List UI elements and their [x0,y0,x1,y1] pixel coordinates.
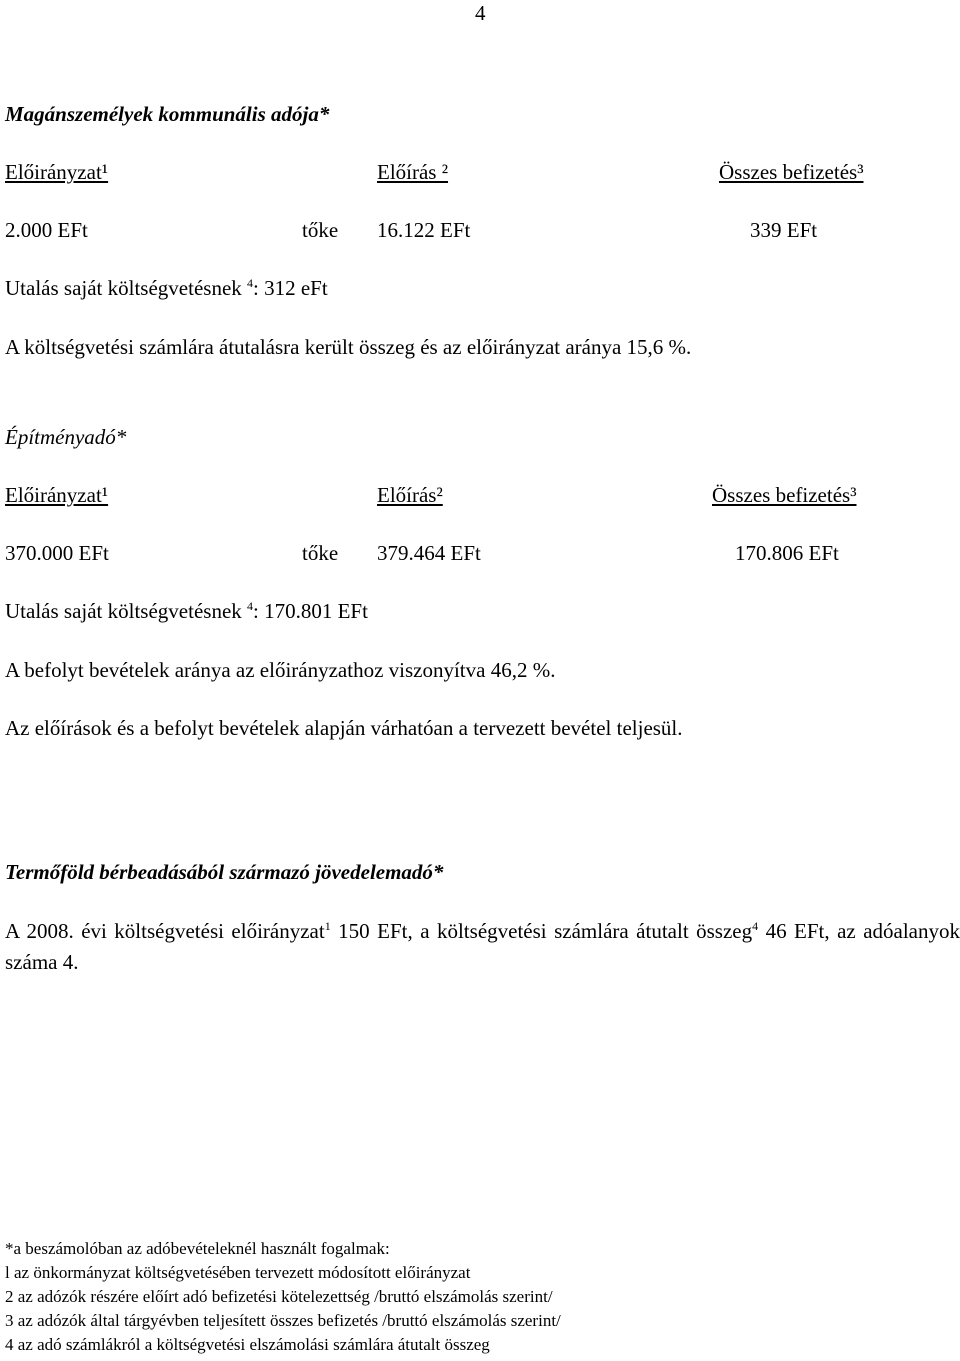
section1-transfer-footnote-ref: 4 [247,276,254,290]
section3-footnote-ref-1: 1 [324,919,331,933]
section2-col1-header: Előirányzat¹ [5,483,109,507]
section3-text-part2: 150 EFt, a költségvetési számlára átutalt összeg [330,919,753,943]
section2-transfer-amount: : 170.801 EFt [253,599,368,623]
section1-transfer-line [5,278,328,299]
section1-col1-header: Előirányzat¹ [5,160,109,184]
section2-col2-header: Előírás² [377,483,443,507]
section2-value-2: 379.464 EFt [377,541,481,565]
page-number: 4 [475,1,486,25]
section3-title: Termőföld bérbeadásából származó jövedelemadó* [5,860,444,884]
section2-transfer-prefix: Utalás saját költségvetésnek [5,599,242,623]
section2-col3-header: Összes befizetés³ [712,483,857,507]
section2-value-3: 170.806 EFt [735,541,839,565]
section2-title: Építményadó* [5,425,127,449]
section3-text-part1: A 2008. évi költségvetési előirányzat [5,919,325,943]
section1-value-3: 339 EFt [750,218,818,242]
section1-toke-label: tőke [302,218,339,242]
section1-transfer-amount: : 312 eFt [253,276,328,300]
section2-outlook-text: Az előírások és a befolyt bevételek alapján várhatóan a tervezett bevétel teljesül. [5,716,683,740]
section1-transfer-prefix: Utalás saját költségvetésnek [5,276,242,300]
section1-value-1: 2.000 EFt [5,218,88,242]
section1-col3-header: Összes befizetés³ [719,160,864,184]
section3-footnote-ref-4: 4 [752,919,759,933]
footnote-item-3: 3 az adózók által tárgyévben teljesített összes befizetés /bruttó elszámolás szerint/ [5,1311,561,1330]
section2-toke-label: tőke [302,541,339,565]
footnote-item-2: 2 az adózók részére előírt adó befizetési kötelezettség /bruttó elszámolás szerint/ [5,1287,553,1306]
section2-value-1: 370.000 EFt [5,541,109,565]
section2-ratio-text: A befolyt bevételek aránya az előirányzathoz viszonyítva 46,2 %. [5,658,556,682]
footnote-item-1: l az önkormányzat költségvetésében tervezett módosított előirányzat [5,1263,471,1282]
section1-col2-header: Előírás ² [377,160,449,184]
section3-paragraph [5,916,960,978]
section2-transfer-line [5,601,368,622]
section3-text-part3: 46 EFt, az adóalanyok száma 4. [5,919,960,974]
section1-title: Magánszemélyek kommunális adója* [5,102,330,126]
footnote-intro: *a beszámolóban az adóbevételeknél használt fogalmak: [5,1239,390,1258]
section1-ratio-text: A költségvetési számlára átutalásra került összeg és az előirányzat aránya 15,6 %. [5,335,692,359]
section1-value-2: 16.122 EFt [377,218,471,242]
section2-transfer-footnote-ref: 4 [247,599,254,613]
footnote-item-4: 4 az adó számlákról a költségvetési elszámolási számlára átutalt összeg [5,1335,490,1354]
